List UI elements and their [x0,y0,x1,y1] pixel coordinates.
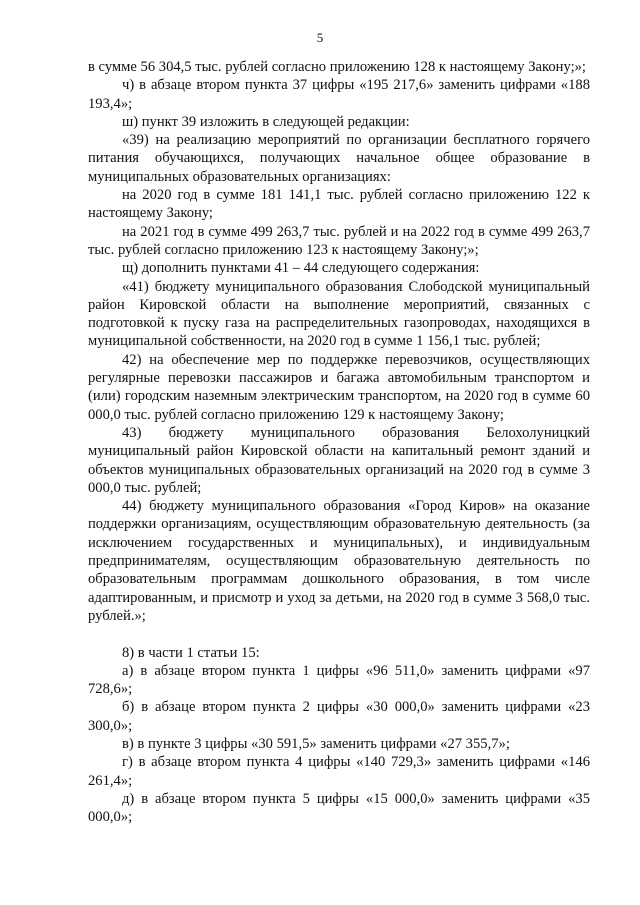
paragraph-point-44: 44) бюджету муниципального образования «Город Киров» на оказание поддержки организациям, осуществляющим образовательную деятельность (за исключением государственных и муниципальных), и индивидуальным предпринимателям, осуществляющим образовательную деятельность по образовательным программам дошкольного образования, в том числе адаптированным, и присмотр и уход за детьми, на 2020 год в сумме 3 568,0 тыс. рублей.»; [88,498,590,624]
paragraph-2020-amount: на 2020 год в сумме 181 141,1 тыс. рублей согласно приложению 122 к настоящему Закону; [88,187,590,222]
paragraph-point-42: 42) на обеспечение мер по поддержке перевозчиков, осуществляющих регулярные перевозки пассажиров и багажа автомобильным транспортом и (или) городским наземным электрическим транспортом, на 2020 год в сумме 60 000,0 тыс. рублей согласно приложению 129 к настоящему Закону; [88,351,590,423]
paragraph-item-sh: ш) пункт 39 изложить в следующей редакции: [122,113,410,130]
paragraph-item-d: д) в абзаце втором пункта 5 цифры «15 000,0» заменить цифрами «35 000,0»; [88,790,590,826]
page-number: 5 [316,30,324,45]
paragraph-point-43: 43) бюджету муниципального образования Белохолуницкий муниципальный район Кировской области на капитальный ремонт зданий и объектов муниципальных образовательных организаций на 2020 год в сумме 3 000,0 тыс. рублей; [88,424,590,496]
paragraph-2021-2022-amount: на 2021 год в сумме 499 263,7 тыс. рублей и на 2022 год в сумме 499 263,7 тыс. рублей согласно приложению 123 к настоящему Закону;»; [88,223,590,258]
paragraph-item-v: в) в пункте 3 цифры «30 591,5» заменить цифрами «27 355,7»; [122,735,510,752]
paragraph-item-g: г) в абзаце втором пункта 4 цифры «140 729,3» заменить цифрами «146 261,4»; [88,754,590,789]
document-body [88,58,590,826]
paragraph-item-b: б) в абзаце втором пункта 2 цифры «30 000,0» заменить цифрами «23 300,0»; [88,699,590,734]
paragraph-point-39: «39) на реализацию мероприятий по организации бесплатного горячего питания обучающихся, получающих начальное общее образование в муниципальных образовательных организациях: [88,132,590,185]
paragraph-continuation: в сумме 56 304,5 тыс. рублей согласно приложению 128 к настоящему Закону;»; [88,59,586,75]
paragraph-item-a: а) в абзаце втором пункта 1 цифры «96 511,0» заменить цифрами «97 728,6»; [88,662,590,698]
paragraph-article-15: 8) в части 1 статьи 15: [122,644,260,661]
paragraph-item-ch: ч) в абзаце втором пункта 37 цифры «195 217,6» заменить цифрами «188 193,4»; [88,77,590,112]
paragraph-item-shch: щ) дополнить пунктами 41 – 44 следующего содержания: [122,260,480,277]
paragraph-point-41: «41) бюджету муниципального образования Слободской муниципальный район Кировской области на выполнение мероприятий, связанных с подготовкой к пуску газа на распределительных газопроводах, находящихся в муниципальной собственности, на 2020 год в сумме 1 156,1 тыс. рублей; [88,278,590,350]
